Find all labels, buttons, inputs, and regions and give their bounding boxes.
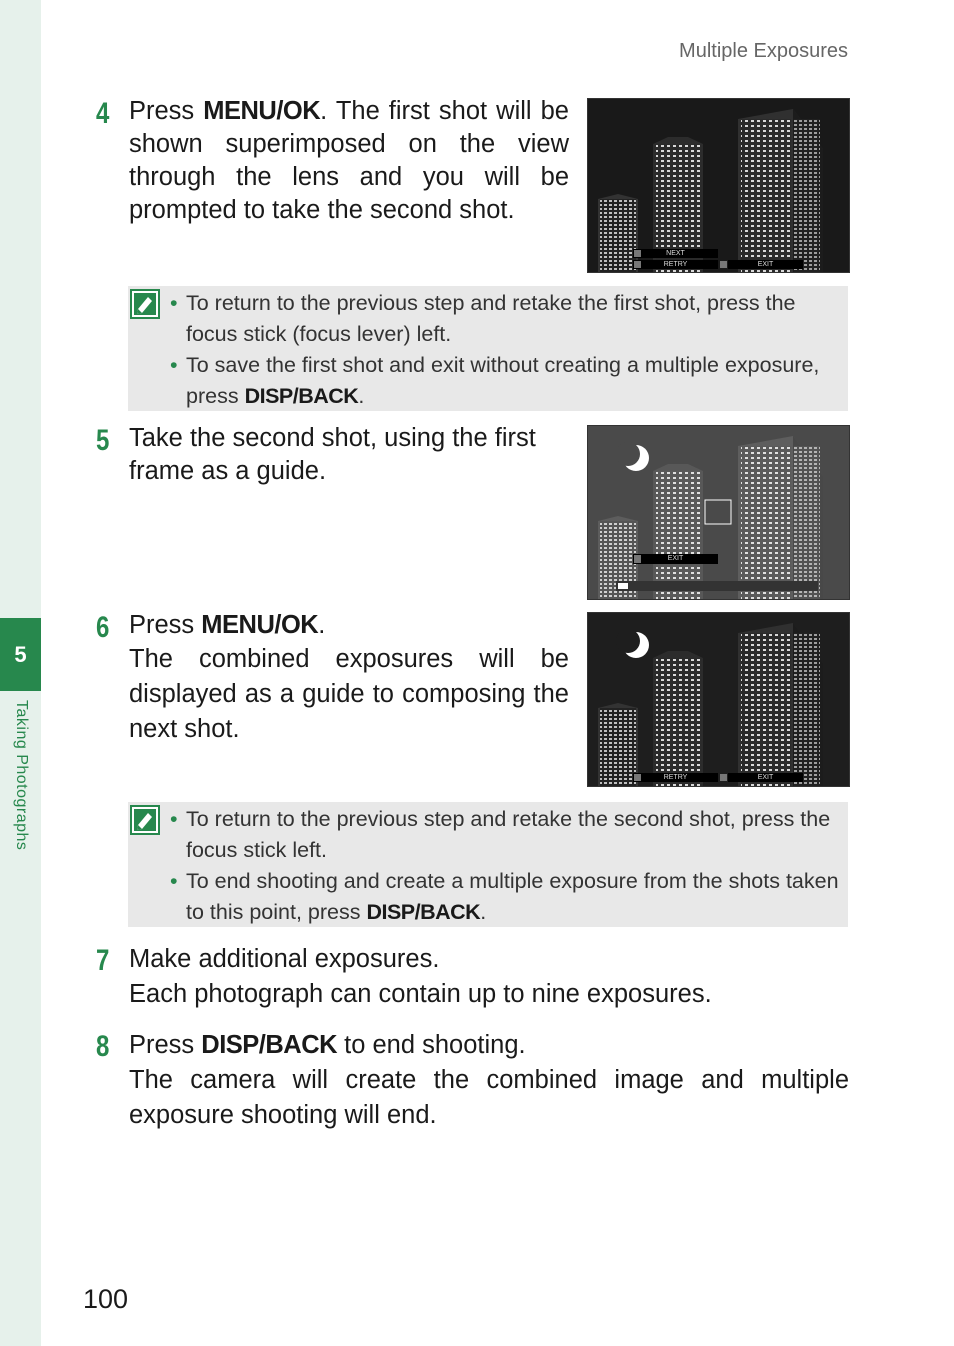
step-number-5: 5 — [96, 424, 110, 457]
step-number-8: 8 — [96, 1030, 110, 1063]
menu-ok-key: MENU/OK — [203, 97, 321, 125]
step-number-4: 4 — [96, 97, 110, 130]
note-1-item-2: • To save the first shot and exit without creating a multiple exposure, press DISP/BACK. — [170, 353, 820, 408]
chapter-tab[interactable] — [0, 618, 41, 691]
screen-combined — [587, 612, 850, 787]
city-guide-image — [588, 426, 849, 599]
step-6-text: Press MENU/OK. The combined exposures will be displayed as a guide to composing the next shot. — [129, 611, 569, 743]
screen-second-shot — [587, 425, 850, 600]
note-2-item-1: • To return to the previous step and retake the second shot, press the focus stick left. — [170, 807, 831, 862]
step-8-text: Press DISP/BACK to end shooting. The camera will create the combined image and multiple exposure shooting will end. — [129, 1031, 849, 1129]
disp-back-key: DISP/BACK — [201, 1031, 338, 1059]
step-7-text: Make additional exposures. Each photograph can contain up to nine exposures. — [129, 945, 712, 1008]
city-combined-image — [588, 613, 849, 786]
step-5-text: Take the second shot, using the first frame as a guide. — [129, 424, 536, 485]
chapter-number: 5 — [14, 641, 27, 667]
chapter-label: Taking Photographs — [13, 700, 30, 851]
screen-next-label: NEXT — [666, 250, 685, 257]
note-box-1 — [128, 286, 848, 411]
screen-retry-label: RETRY — [663, 261, 688, 268]
step-number-6: 6 — [96, 611, 110, 644]
step-4-text: Press MENU/OK. The first shot will be shown superimposed on the view through the lens and you will be prompted to take the second shot. — [129, 97, 569, 224]
note-box-2 — [128, 802, 848, 927]
note-1-item-1: • To return to the previous step and retake the first shot, press the focus stick (focus lever) left. — [170, 291, 796, 346]
screen-exit-label: EXIT — [757, 774, 774, 781]
screen-retry-label: RETRY — [663, 774, 688, 781]
menu-ok-key: MENU/OK — [201, 611, 319, 639]
screen-exit-label: EXIT — [757, 261, 774, 268]
city-night-image — [588, 99, 849, 272]
screen-exit-label: EXIT — [667, 555, 684, 562]
step-number-7: 7 — [96, 944, 110, 977]
disp-back-key: DISP/BACK — [366, 900, 481, 924]
note-pencil-icon — [130, 805, 160, 835]
note-pencil-icon — [130, 289, 160, 319]
screen-first-shot — [587, 98, 850, 273]
section-header: Multiple Exposures — [679, 40, 848, 62]
disp-back-key: DISP/BACK — [244, 384, 359, 408]
note-2-item-2: • To end shooting and create a multiple exposure from the shots taken to this point, press DISP/BACK. — [170, 869, 839, 924]
page-number: 100 — [83, 1284, 129, 1314]
